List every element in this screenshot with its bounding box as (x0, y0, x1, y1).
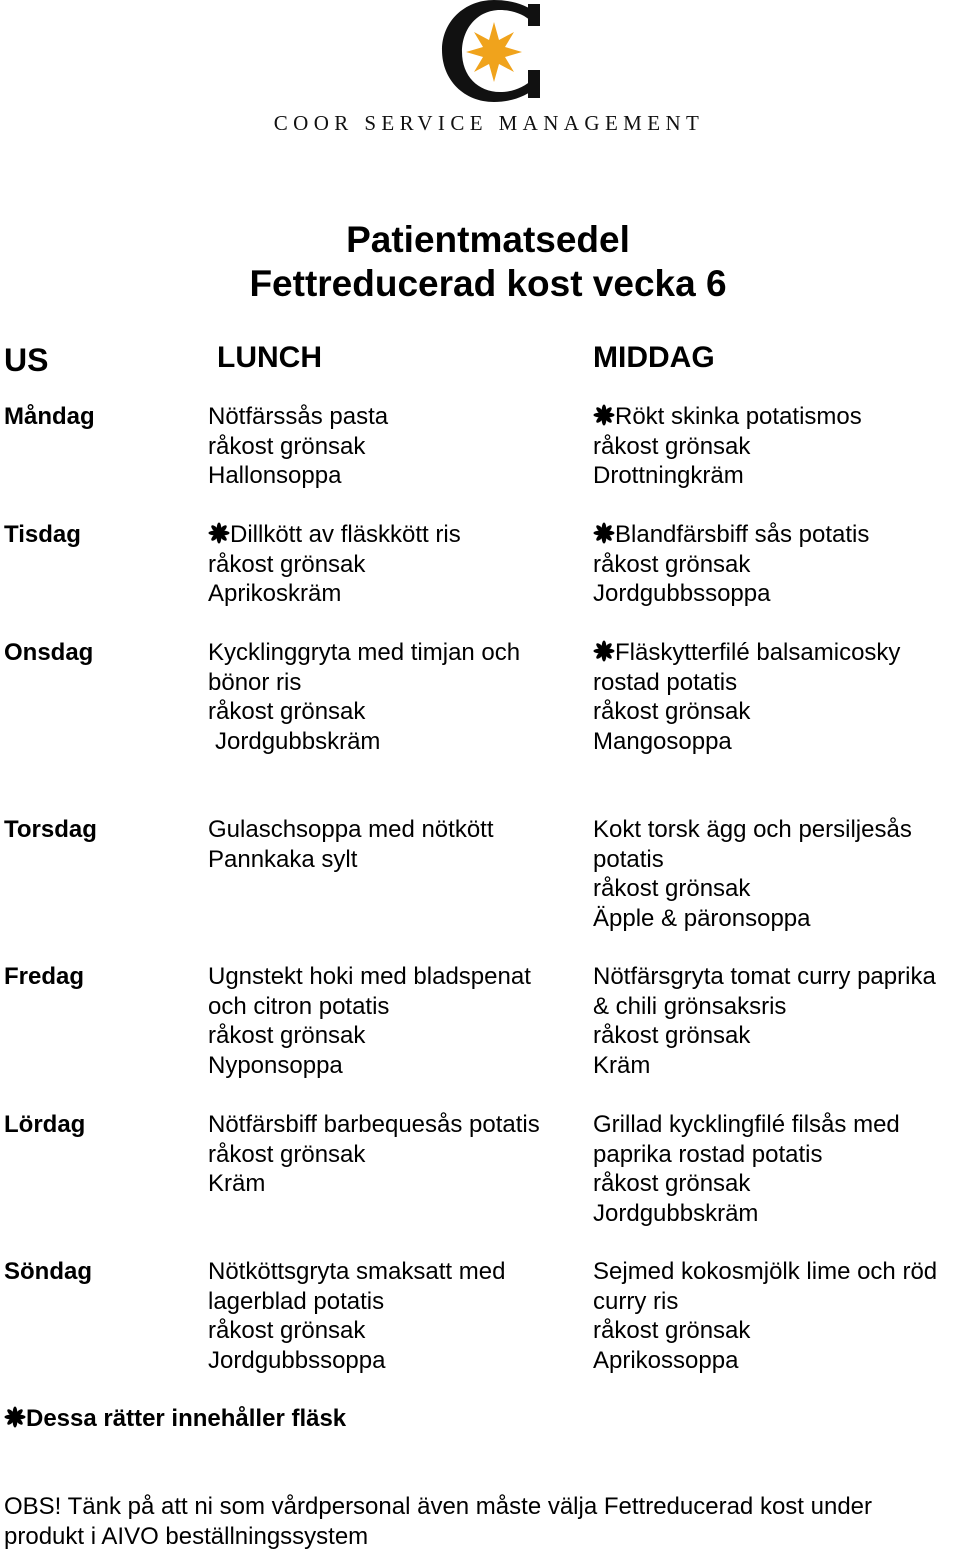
dish-text: råkost grönsak (593, 550, 751, 578)
day-label: Onsdag (4, 639, 94, 666)
dish-text: paprika rostad potatis (593, 1140, 823, 1168)
dish-text: Nötfärsgryta tomat curry paprika (593, 963, 936, 990)
dish-text: Dillkött av fläskkött ris (230, 521, 461, 548)
day-label: Lördag (4, 1111, 86, 1138)
dish-line (208, 992, 588, 1022)
dish-line (593, 550, 960, 580)
dish-line (593, 815, 960, 845)
dish-text: potatis (593, 845, 664, 873)
dish-line (593, 1346, 960, 1376)
asterisk-flower-icon (208, 522, 230, 544)
dish-line (208, 638, 588, 668)
dish-line (208, 1021, 588, 1051)
dish-text: Rökt skinka potatismos (615, 403, 862, 430)
lunch-cell (208, 402, 588, 491)
dish-line (208, 1316, 588, 1346)
dish-line (593, 402, 960, 432)
dish-text: råkost grönsak (208, 550, 366, 578)
dish-line (593, 1287, 960, 1317)
dish-text: Gulaschsoppa med nötkött (208, 816, 494, 843)
dish-line (208, 520, 588, 550)
dish-text: Aprikossoppa (593, 1346, 739, 1374)
dish-text: råkost grönsak (593, 1170, 751, 1197)
day-label: Tisdag (4, 521, 81, 548)
page-title: Patientmatsedel (346, 219, 630, 260)
dish-line (593, 1169, 960, 1199)
dish-text: råkost grönsak (593, 1317, 751, 1344)
lunch-cell (208, 1257, 588, 1375)
dish-line (593, 874, 960, 904)
day-label: Fredag (4, 963, 85, 990)
dish-line (208, 461, 588, 491)
dish-text: Kräm (208, 1170, 266, 1197)
dish-line (208, 1257, 588, 1287)
dish-text: Ugnstekt hoki med bladspenat (208, 963, 531, 990)
dish-text: råkost grönsak (208, 432, 366, 460)
dish-line (593, 1051, 960, 1081)
dish-text: Kräm (593, 1051, 651, 1079)
lunch-cell (208, 638, 588, 756)
dish-text: Hallonsoppa (208, 462, 342, 489)
day-label: Söndag (4, 1258, 92, 1285)
dish-text: bönor ris (208, 668, 302, 696)
dish-line (593, 579, 960, 609)
logo-wordmark: COOR SERVICE MANAGEMENT (273, 111, 705, 135)
lunch-cell (208, 962, 588, 1080)
dish-line (593, 668, 960, 698)
asterisk-flower-icon (593, 522, 615, 544)
dish-text: Nyponsoppa (208, 1051, 343, 1079)
dish-line (208, 962, 588, 992)
dish-line (593, 962, 960, 992)
dish-line (593, 992, 960, 1022)
lunch-cell (208, 520, 588, 609)
dish-text: lagerblad potatis (208, 1287, 385, 1315)
lunch-cell (208, 1110, 588, 1199)
coor-logo-emblem (436, 0, 542, 104)
unit-header: US (4, 342, 49, 378)
dish-text: råkost grönsak (208, 1022, 366, 1049)
dinner-cell (593, 1110, 960, 1228)
dish-text: råkost grönsak (593, 875, 751, 902)
dish-text: rostad potatis (593, 668, 738, 696)
dish-text: Nötfärssås pasta (208, 403, 389, 430)
dish-line (208, 727, 588, 757)
dish-line (208, 1140, 588, 1170)
dish-line (208, 432, 588, 462)
dinner-cell (593, 402, 960, 491)
dish-text: curry ris (593, 1287, 679, 1315)
dish-line (593, 904, 960, 934)
dish-line (208, 815, 588, 845)
dish-text: Grillad kycklingfilé filsås med (593, 1111, 900, 1138)
dish-line (593, 432, 960, 462)
dish-line (593, 1140, 960, 1170)
dish-text: råkost grönsak (593, 698, 751, 725)
dish-line (208, 1110, 588, 1140)
obs-note: OBS! Tänk på att ni som vårdpersonal även måste välja Fettreducerad kost under produkt i AIVO beställningssystem (4, 1493, 873, 1550)
page-subtitle: Fettreducerad kost vecka 6 (249, 263, 727, 304)
dish-line (593, 727, 960, 757)
dish-line (593, 1021, 960, 1051)
coor-logo (266, 0, 712, 140)
dish-line (593, 845, 960, 875)
dish-line (593, 697, 960, 727)
lunch-cell (208, 815, 588, 874)
dish-line (593, 1257, 960, 1287)
dinner-cell (593, 638, 960, 756)
dish-text: Nötköttsgryta smaksatt med (208, 1258, 506, 1285)
dish-line (208, 697, 588, 727)
dish-line (208, 1287, 588, 1317)
dish-line (208, 1346, 588, 1376)
dinner-cell (593, 1257, 960, 1375)
day-label: Måndag (4, 403, 95, 430)
asterisk-flower-icon (593, 404, 615, 426)
dish-line (208, 402, 588, 432)
dish-line (208, 1051, 588, 1081)
dish-line (593, 638, 960, 668)
dish-line (593, 1316, 960, 1346)
dish-line (208, 1169, 588, 1199)
asterisk-flower-icon (4, 1406, 26, 1428)
dish-text: Jordgubbssoppa (593, 580, 771, 607)
dish-text: och citron potatis (208, 992, 390, 1020)
dish-text: Nötfärsbiff barbequesås potatis (208, 1111, 540, 1138)
dish-line (593, 1199, 960, 1229)
dish-text: råkost grönsak (593, 1022, 751, 1049)
dinner-cell (593, 815, 960, 933)
dish-text: råkost grönsak (208, 1317, 366, 1344)
dish-line (208, 579, 588, 609)
dinner-cell (593, 962, 960, 1080)
day-label: Torsdag (4, 816, 97, 843)
dish-text: Jordgubbssoppa (208, 1346, 386, 1374)
dish-line (593, 520, 960, 550)
dish-text: Blandfärsbiff sås potatis (615, 521, 870, 548)
dish-text: Jordgubbskräm (593, 1199, 759, 1227)
lunch-header: LUNCH (217, 341, 322, 374)
dinner-header: MIDDAG (593, 341, 715, 374)
dish-text: Pannkaka sylt (208, 845, 358, 873)
dish-text: råkost grönsak (208, 698, 366, 725)
dish-text: Äpple & päronsoppa (593, 904, 811, 932)
dish-line (208, 550, 588, 580)
dish-text: Fläskytterfilé balsamicosky (615, 639, 901, 666)
dish-line (593, 461, 960, 491)
dish-text: Mangosoppa (593, 727, 732, 755)
dish-text: Drottningkräm (593, 462, 744, 489)
dish-text: Sejmed kokosmjölk lime och röd (593, 1258, 938, 1285)
dish-text: & chili grönsaksris (593, 992, 787, 1020)
dish-text: råkost grönsak (208, 1140, 366, 1168)
dish-text: Aprikoskräm (208, 580, 342, 607)
dish-text: råkost grönsak (593, 432, 751, 460)
dish-text: Kycklinggryta med timjan och (208, 639, 521, 666)
dinner-cell (593, 520, 960, 609)
dish-line (593, 1110, 960, 1140)
dish-text: Kokt torsk ägg och persiljesås (593, 816, 912, 843)
dish-text: Jordgubbskräm (215, 727, 381, 755)
pork-footnote-text: Dessa rätter innehåller fläsk (26, 1405, 347, 1432)
dish-line (208, 845, 588, 875)
asterisk-flower-icon (593, 640, 615, 662)
pork-footnote (4, 1404, 346, 1434)
dish-line (208, 668, 588, 698)
